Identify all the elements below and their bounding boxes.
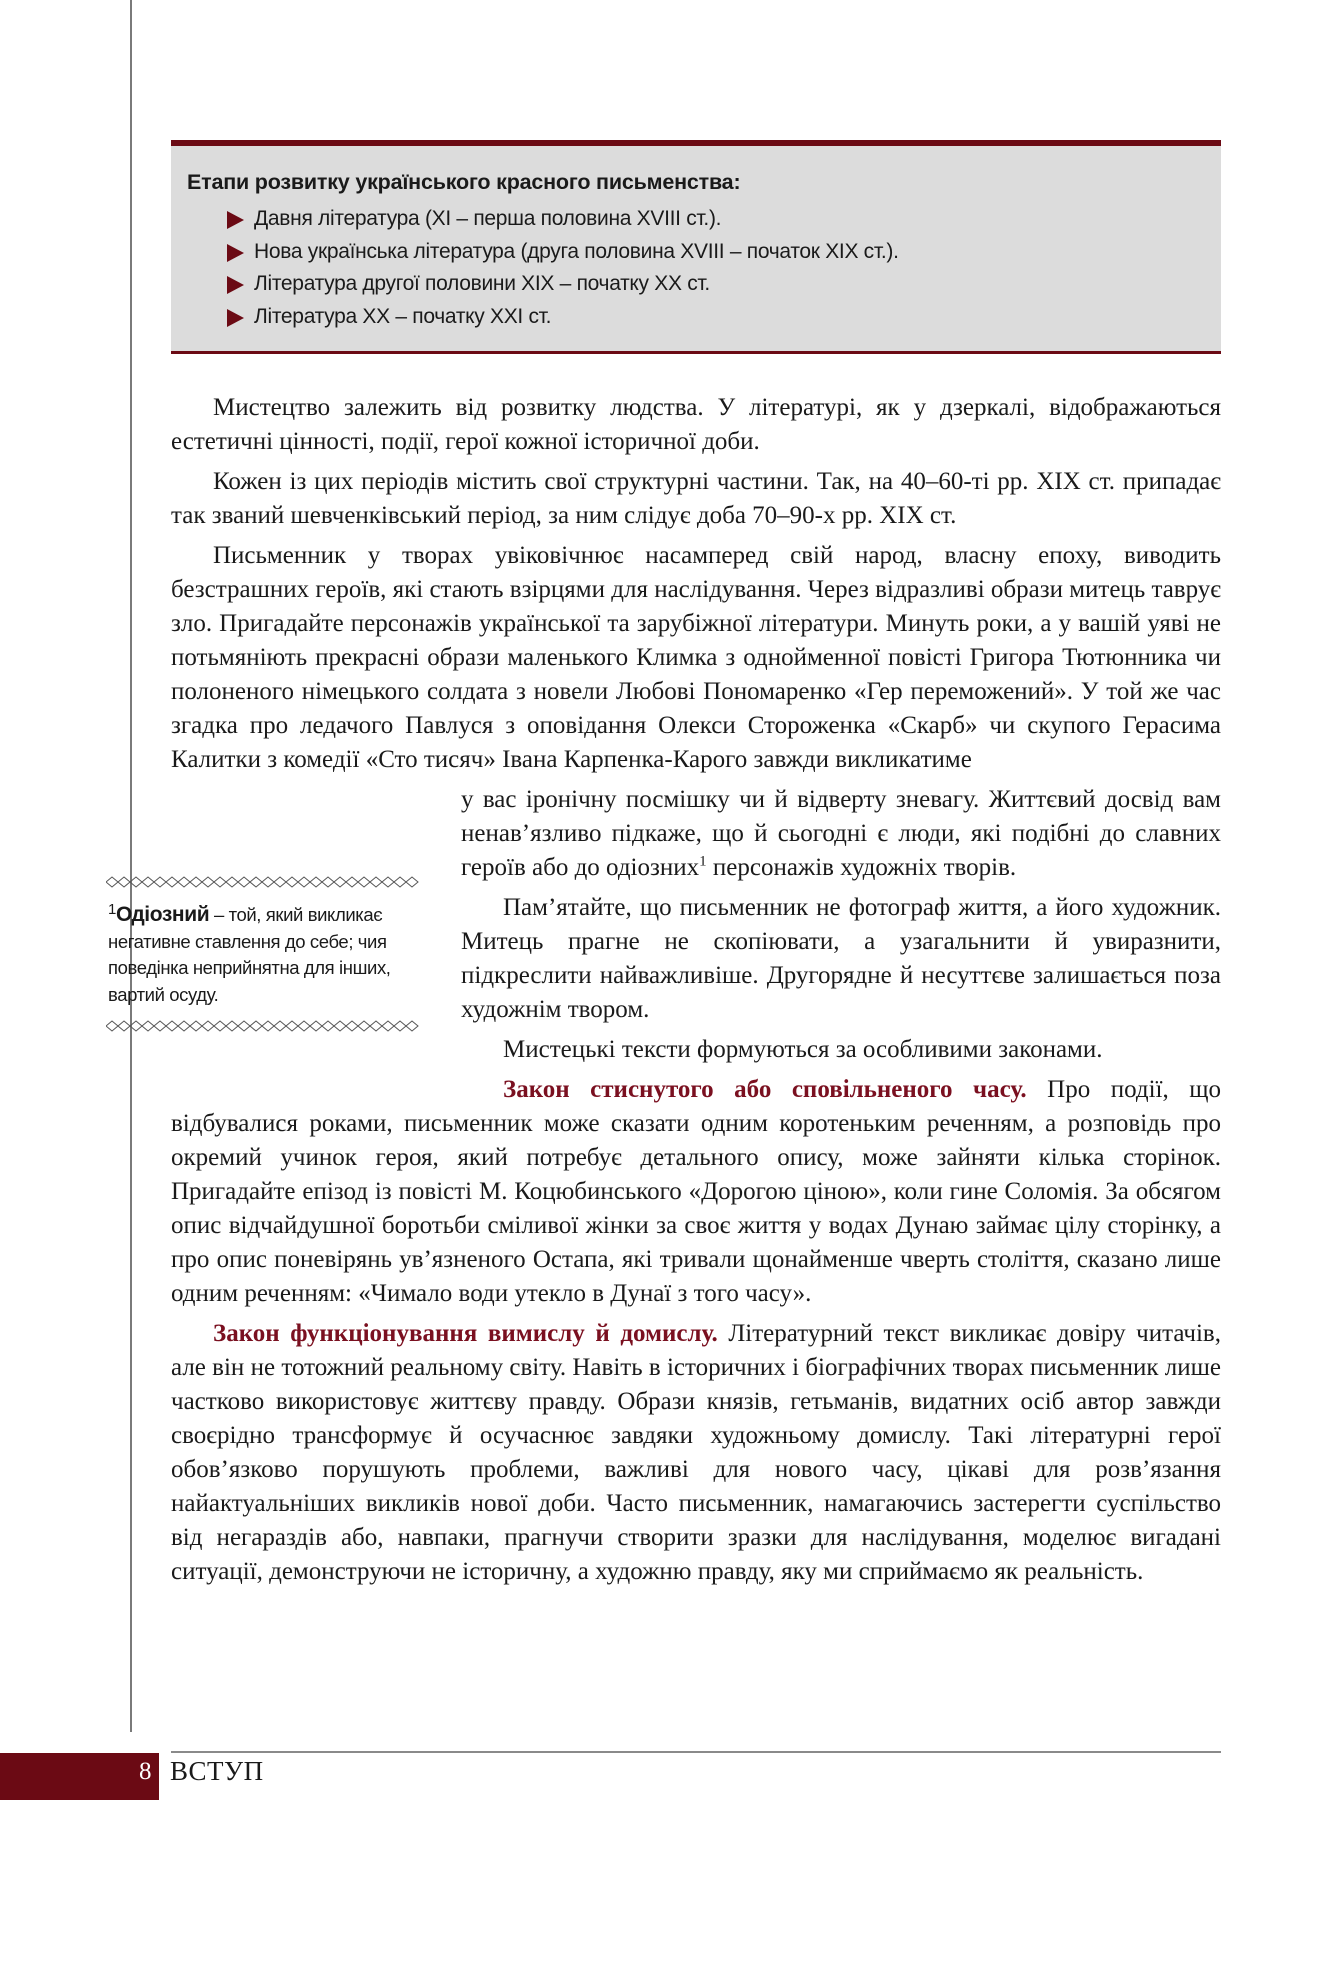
law-heading: Закон функціонування вимислу й домислу.: [213, 1320, 718, 1347]
footnote-term: Одіозний: [115, 903, 210, 926]
stages-list: [187, 203, 1221, 333]
paragraph: Мистецькі тексти формуються за особливими законами.: [503, 1036, 1103, 1063]
diamond-border-icon: [106, 1020, 426, 1032]
footnote-ref: 1: [699, 853, 707, 870]
page-number-block: [0, 1753, 159, 1800]
paragraph: Закон функціонування вимислу й домислу. Літературний текст викликає довіру читачів, але він не тотожний реальному світу. Навіть в історичних і біографічних творах письменник лише частково використовує життєву правду. Образи князів, гетьманів, видатних осіб автор завжди своєрідно трансформує й осучаснює завдяки художньому домислу. Такі літературні герої обов’язково порушують проблеми, важливі для нового часу, цікаві для розв’язання найактуальніших викликів нової доби. Часто письменник, намагаючись застерегти суспільство від негараздів або, навпаки, прагнучи створити зразки для наслідування, моделює вигадані ситуації, демонструючи не історичну, а художню правду, яку ми сприймаємо як реальність.: [171, 1320, 1221, 1585]
law-heading: Закон стиснутого або сповільненого часу.: [503, 1076, 1027, 1103]
paragraph: Письменник у творах увіковічнює насамперед свій народ, власну епоху, виводить безстрашних героїв, які стають взірцями для наслідування. Через відразливі образи митець таврує зло. Пригадайте персонажів української та зарубіжної літератури. Минуть роки, а у вашій уяві не потьмяніють прекрасні образи маленького Климка з однойменної повісті Григора Тютюнника чи полоненого німецького солдата з новели Любові Пономаренко «Гер переможений». У той же час згадка про ледачого Павлуся з оповідання Олекси Стороженка «Скарб» чи скупого Герасима Калитки з комедії «Сто тисяч» Івана Карпенка-Карого завжди викликатиме: [171, 542, 1222, 773]
section-name: ВСТУП: [170, 1756, 264, 1786]
page-number: 8: [139, 1758, 152, 1785]
diamond-border-icon: [106, 876, 426, 888]
paragraph: у вас іронічну посмішку чи й відверту зневагу. Життєвий досвід вам ненав’язливо підкаже, що й сьогодні є люди, які подібні до славних героїв або до одіозних$^1$ персонажів художніх творів.: [461, 786, 1221, 881]
triangle-bullet-icon: [227, 244, 244, 262]
footnote-text: $^1$Одіозний – той, який викликає негативне ставлення до себе; чия поведінка неприйнятна для інших, вартий осуду.: [108, 900, 391, 1005]
paragraph: Закон стиснутого або сповільненого часу. Про події, що відбувалися роками, письменник може сказати одним коротеньким реченням, а розповідь про окремий учинок героя, який потребує детального опису, може зайняти кілька сторінок. Пригадайте епізод із повісті М. Коцюбинського «Дорогою ціною», коли гине Соломія. За обсягом опис відчайдушної боротьби сміливої жінки за своє життя у водах Дунаю займає цілу сторінку, а про опис поневірянь ув’язненого Остапа, які тривали щонайменше чверть століття, сказано лише одним реченням: «Чимало води утекло в Дунаї з того часу».: [171, 1076, 1221, 1307]
list-item: Література XX – початку XXI ст.: [227, 301, 1221, 334]
list-item: Література другої половини XIX – початку XX ст.: [227, 268, 1221, 301]
list-item: Нова українська література (друга половина XVIII – початок XIX ст.).: [227, 236, 1221, 269]
paragraph: Пам’ятайте, що письменник не фотограф життя, а його художник. Митець прагне не скопіювати, а узагальнити й увиразнити, підкреслити найважливіше. Другорядне й несуттєве залишається поза художнім твором.: [461, 894, 1221, 1023]
stages-infobox: [171, 140, 1221, 354]
triangle-bullet-icon: [227, 211, 244, 229]
footnote-number: 1: [108, 900, 116, 918]
paragraph: Кожен із цих періодів містить свої структурні частини. Так, на 40–60-ті рр. XIX ст. припадає так званий шевченківський період, за ним слідує доба 70–90-х рр. XIX ст.: [171, 468, 1221, 529]
triangle-bullet-icon: [227, 309, 244, 327]
infobox-title: Етапи розвитку українського красного письменства:: [187, 170, 741, 194]
footer-rule: [171, 1751, 1221, 1753]
footnote: [106, 876, 426, 1032]
triangle-bullet-icon: [227, 276, 244, 294]
paragraph: Мистецтво залежить від розвитку людства. У літературі, як у дзеркалі, відображаються естетичні цінності, події, герої кожної історичної доби.: [171, 394, 1221, 455]
margin-rule: [130, 0, 132, 1732]
list-item: Давня література (XI – перша половина XVIII ст.).: [227, 203, 1221, 236]
